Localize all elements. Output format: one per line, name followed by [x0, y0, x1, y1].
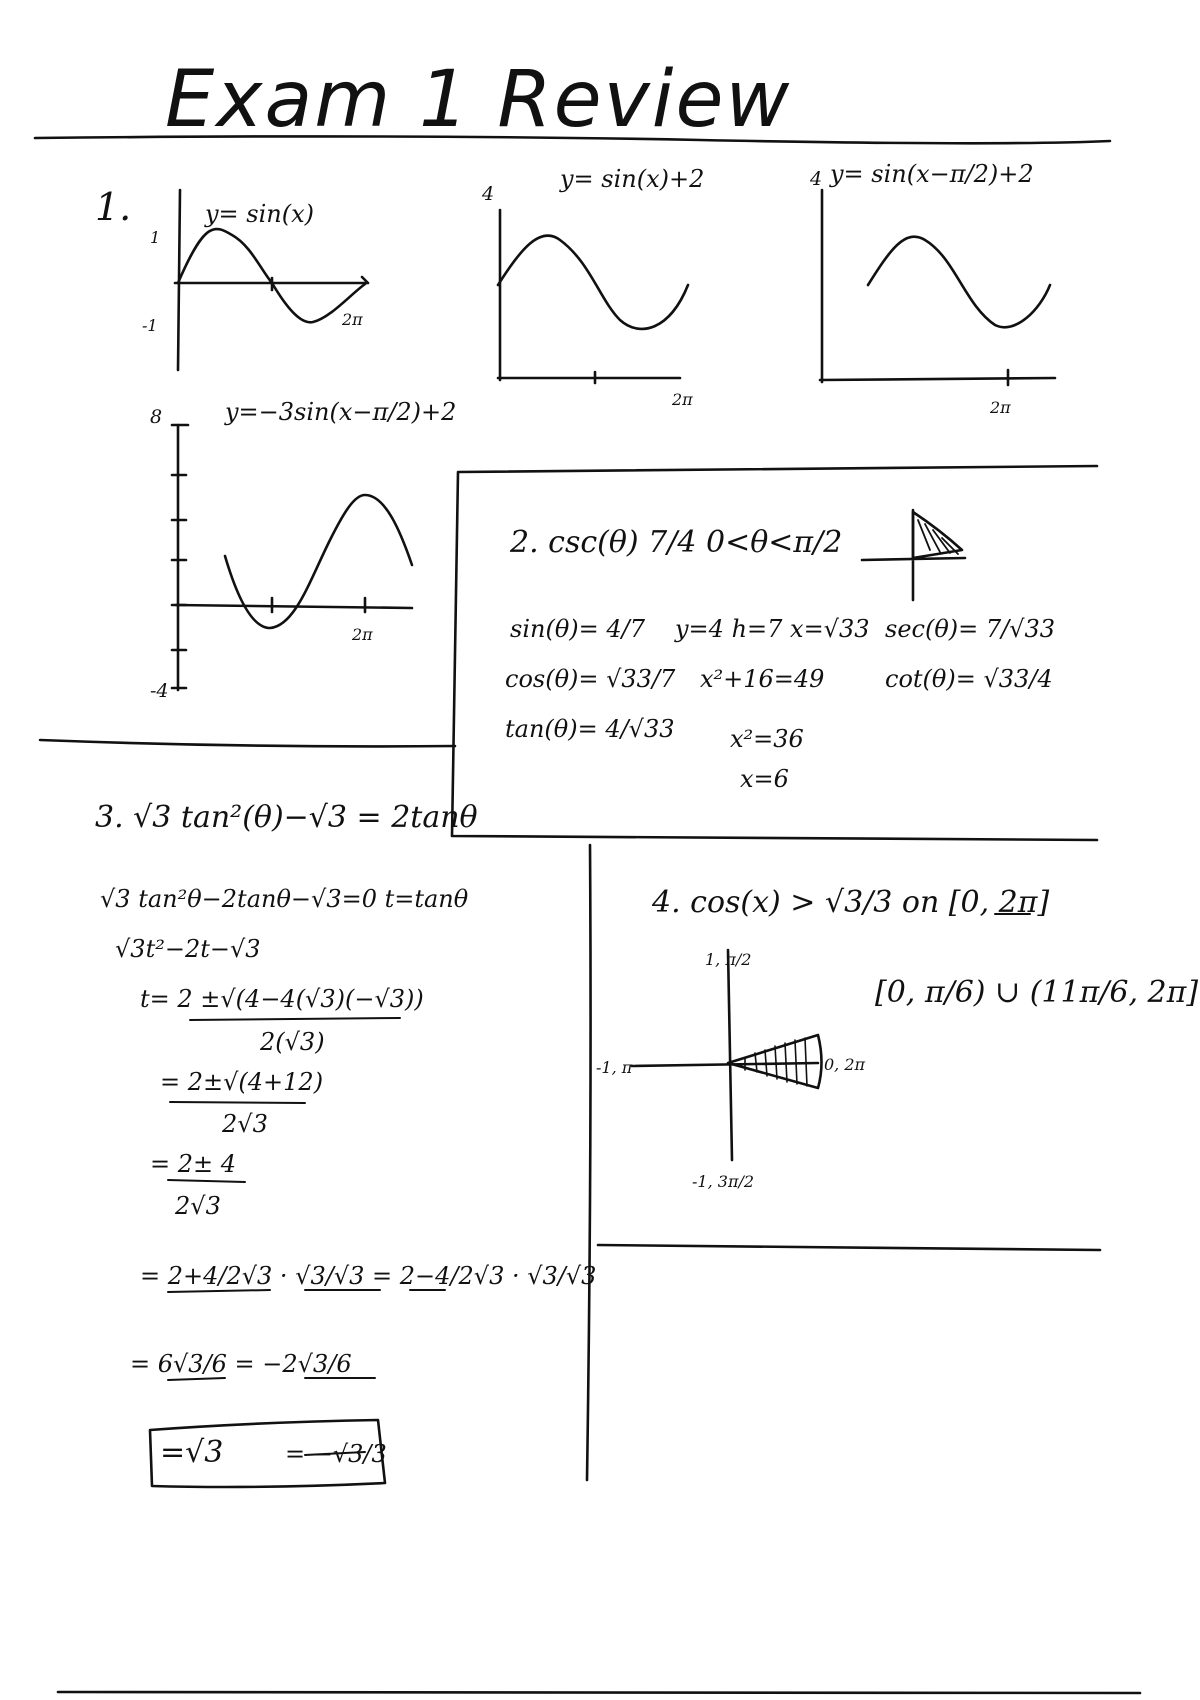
problem4-axis-bottom: -1, 3π/2	[692, 1172, 755, 1191]
problem3-step-7: = 2± 4	[150, 1150, 237, 1178]
separator-problem4	[598, 1245, 1100, 1250]
graph-d-ticks	[172, 425, 188, 688]
problem4-answer: [0, π/6) ∪ (11π/6, 2π]	[875, 975, 1199, 1010]
separator-1	[40, 740, 455, 746]
problem2-sides: y=4 h=7 x=√33	[675, 615, 870, 643]
graph-d-y-bottom: -4	[150, 680, 169, 702]
problem4-hatching	[745, 1038, 807, 1086]
graph-d-x-ticks	[272, 598, 365, 612]
problem3-step-2: √3t²−2t−√3	[115, 935, 261, 963]
problem2-sin: sin(θ)= 4/7	[510, 615, 645, 643]
problem3-step-5: = 2±√(4+12)	[160, 1068, 324, 1096]
problem1-number: 1.	[95, 185, 132, 229]
problem3-step-4: 2(√3)	[260, 1028, 325, 1056]
graph-a-label: y= sin(x)	[205, 200, 315, 228]
graph-b-y-top: 4	[482, 183, 495, 205]
problem2-sec: sec(θ)= 7/√33	[885, 615, 1056, 643]
graph-a-x-end: 2π	[342, 310, 363, 329]
bottom-line	[58, 1692, 1140, 1693]
problem4-y-axis	[728, 950, 732, 1160]
problem4-axis-left: -1, π	[596, 1058, 633, 1077]
problem2-hatching	[918, 520, 958, 554]
graph-c-x-axis	[820, 378, 1055, 380]
problem3-step-3: t= 2 ±√(4−4(√3)(−√3))	[140, 985, 424, 1013]
graph-a-y-bottom: -1	[142, 316, 158, 335]
problem4-axis-right: 0, 2π	[824, 1055, 866, 1074]
problem2-heading: 2. csc(θ) 7/4 0<θ<π/2	[510, 525, 843, 560]
problem3-step-6: 2√3	[222, 1110, 268, 1138]
graph-c-label: y= sin(x−π/2)+2	[830, 160, 1034, 188]
problem3-step-8: 2√3	[175, 1192, 221, 1220]
graph-d-label: y=−3sin(x−π/2)+2	[225, 398, 457, 426]
problem3-step-10: = 6√3/6 = −2√3/6	[130, 1350, 352, 1378]
graph-c-x-end: 2π	[990, 398, 1011, 417]
vertical-separator	[587, 845, 591, 1480]
problem4-axis-top: 1, π/2	[705, 950, 752, 969]
graph-c-y-top: 4	[810, 168, 823, 190]
problem3-heading: 3. √3 tan²(θ)−√3 = 2tanθ	[95, 800, 478, 835]
problem2-cos: cos(θ)= √33/7	[505, 665, 676, 693]
problem3-answer-left: =√3	[160, 1435, 224, 1470]
problem3-step-1: √3 tan²θ−2tanθ−√3=0 t=tanθ	[100, 885, 469, 913]
problem2-x: x=6	[740, 765, 789, 793]
graph-d-y-top: 8	[150, 406, 163, 428]
problem2-pythag: x²+16=49	[700, 665, 825, 693]
problem2-xsq: x²=36	[730, 725, 804, 753]
graph-a-curve	[178, 229, 365, 322]
graph-a-y-top: 1	[150, 228, 161, 247]
problem3-answer-right: = −√3/3	[285, 1440, 387, 1468]
problem2-cot: cot(θ)= √33/4	[885, 665, 1053, 693]
graph-d-x-axis	[176, 605, 412, 608]
problem4-x-axis	[632, 1063, 818, 1066]
problem3-step-9: = 2+4/2√3 · √3/√3 = 2−4/2√3 · √3/√3	[140, 1262, 597, 1290]
problem2-tan: tan(θ)= 4/√33	[505, 715, 675, 743]
problem4-heading: 4. cos(x) > √3/3 on [0, 2π]	[652, 885, 1050, 920]
graph-b-curve	[498, 236, 688, 329]
graph-b-label: y= sin(x)+2	[560, 165, 705, 193]
graph-c-curve	[868, 237, 1050, 328]
page-title: Exam 1 Review	[165, 55, 792, 145]
graph-d-x-end: 2π	[352, 625, 373, 644]
graph-b-x-end: 2π	[672, 390, 693, 409]
